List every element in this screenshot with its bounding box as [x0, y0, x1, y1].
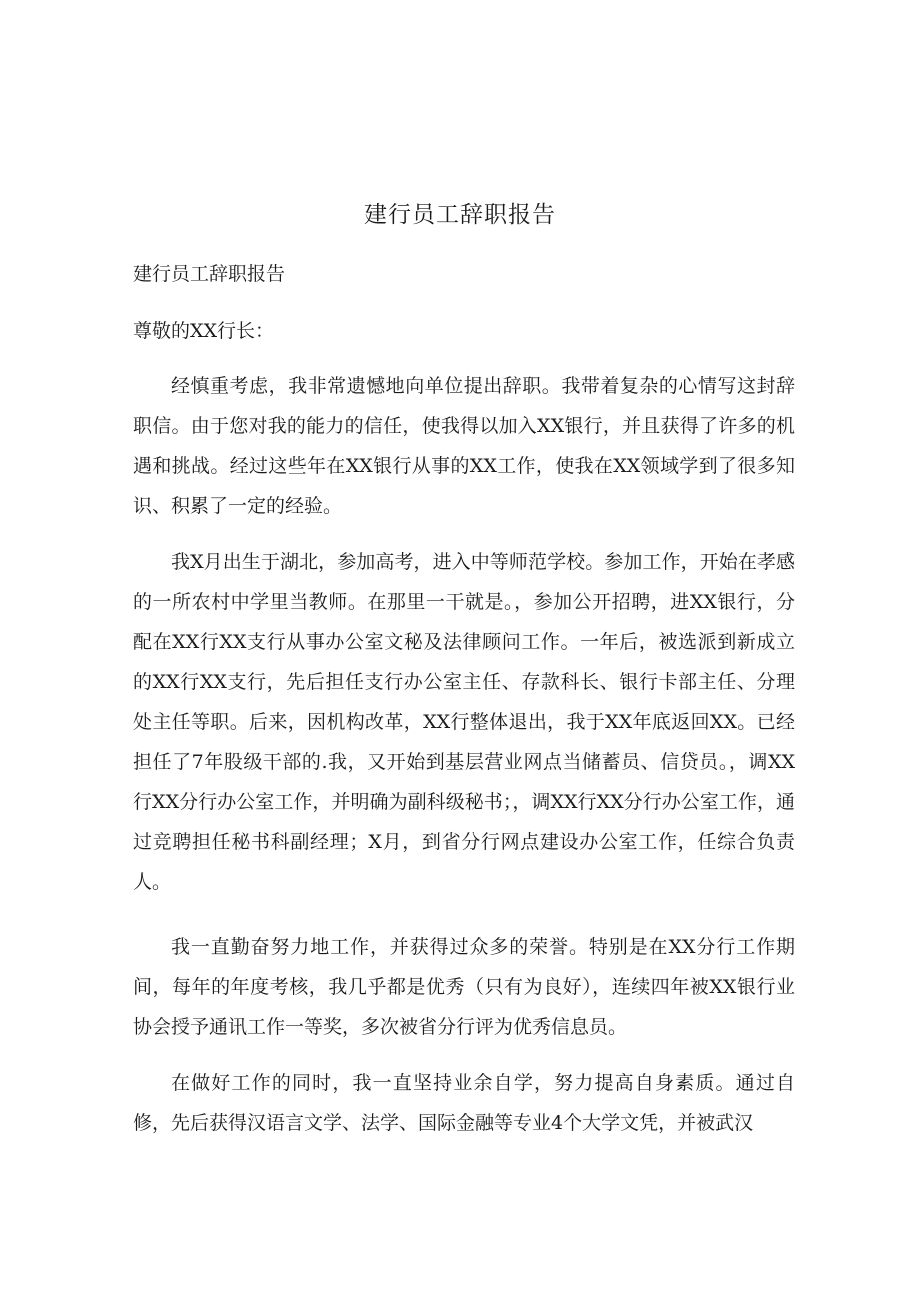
document-title: 建行员工辞职报告 [364, 202, 556, 228]
document-subtitle: 建行员工辞职报告 [133, 263, 286, 285]
body-paragraph: 我一直勤奋努力地工作，并获得过众多的荣誉。特别是在XX分行工作期间，每年的年度考核，我几乎都是优秀（只有为良好），连续四年被XX银行业协会授予通讯工作一等奖，多次被省分行评为优秀信息员。 [133, 936, 795, 1038]
salutation: 尊敬的XX行长： [133, 320, 275, 342]
body-paragraph: 我X月出生于湖北，参加高考，进入中等师范学校。参加工作，开始在孝感的一所农村中学里当教师。在那里一干就是。，参加公开招聘，进XX银行，分配在XX行XX支行从事办公室文秘及法律顾问工作。一年后，被选派到新成立的XX行XX支行，先后担任支行办公室主任、存款科长、银行卡部主任、分理处主任等职。后来，因机构改革，XX行整体退出，我于XX年底返回XX。已经担任了7年股级干部的.我，又开始到基层营业网点当储蓄员、信贷员。，调XX行XX分行办公室工作，并明确为副科级秘书；，调XX行XX分行办公室工作，通过竞聘担任秘书科副经理；X月，到省分行网点建设办公室工作，任综合负责人。 [133, 551, 795, 893]
body-paragraph: 在做好工作的同时，我一直坚持业余自学，努力提高自身素质。通过自修，先后获得汉语言文学、法学、国际金融等专业4个大学文凭，并被武汉 [133, 1072, 795, 1134]
body-paragraph: 经慎重考虑，我非常遗憾地向单位提出辞职。我带着复杂的心情写这封辞职信。由于您对我的能力的信任，使我得以加入XX银行，并且获得了许多的机遇和挑战。经过这些年在XX银行从事的XX工作，使我在XX领域学到了很多知识、积累了一定的经验。 [133, 375, 795, 517]
